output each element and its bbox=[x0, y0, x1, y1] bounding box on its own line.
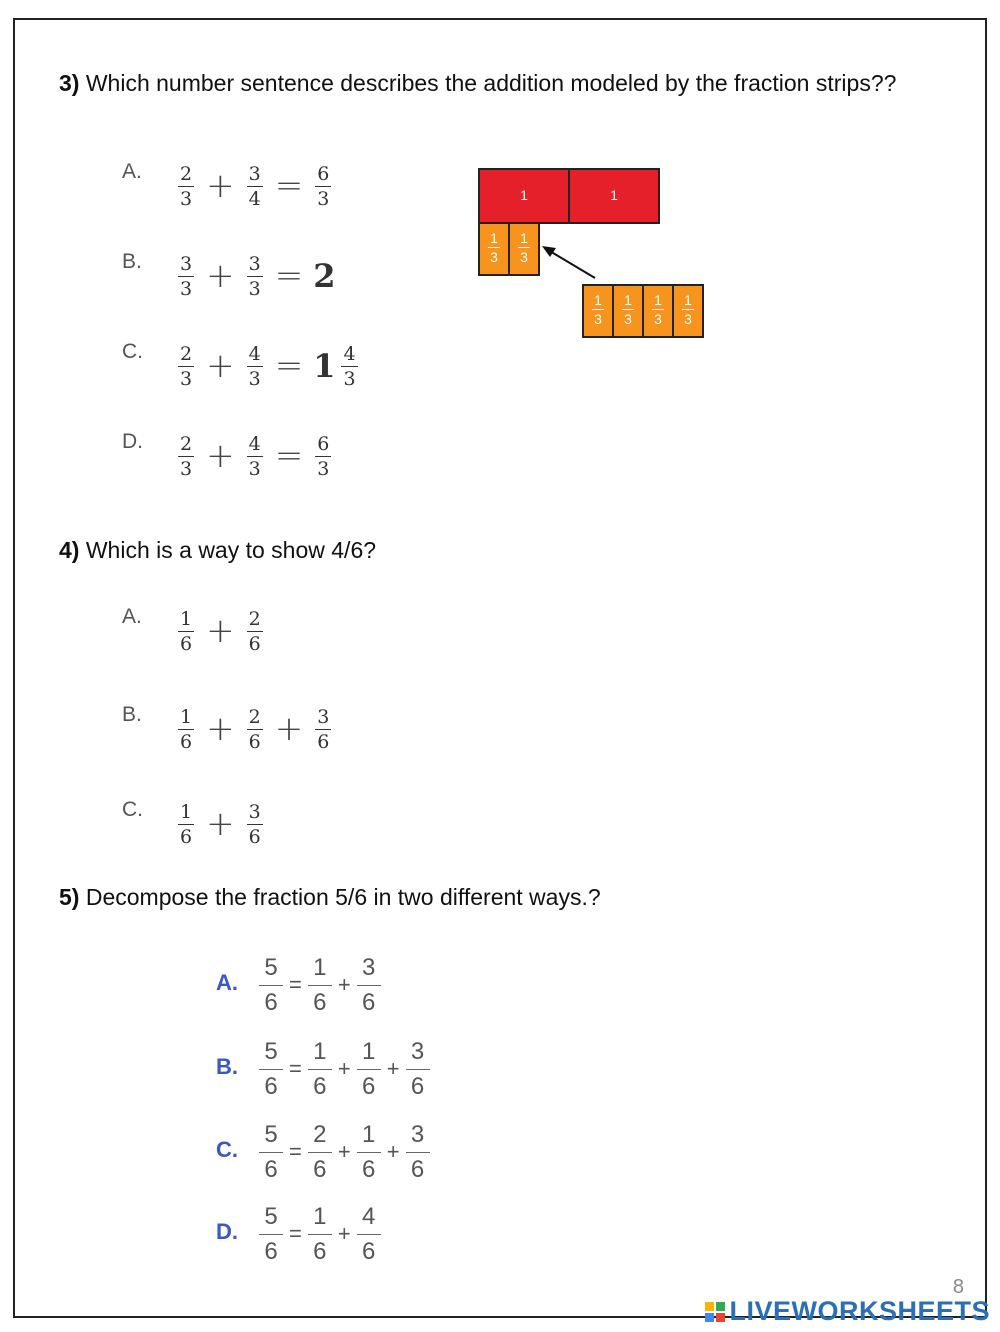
numerator: 1 bbox=[654, 292, 662, 308]
option-letter: D. bbox=[216, 1219, 238, 1244]
question-5 bbox=[59, 882, 601, 913]
numerator: 3 bbox=[248, 162, 261, 185]
plus-sign: + bbox=[337, 1056, 351, 1081]
plus-sign: + bbox=[206, 611, 235, 651]
orange-strip-third bbox=[582, 284, 614, 338]
question-4 bbox=[59, 535, 376, 566]
fraction-bar bbox=[247, 186, 263, 187]
numerator: 3 bbox=[317, 705, 330, 728]
fraction-bar bbox=[518, 247, 530, 248]
fraction-bar bbox=[357, 985, 381, 986]
plus-sign: + bbox=[206, 256, 235, 296]
fraction bbox=[357, 953, 381, 1018]
fraction bbox=[259, 1037, 283, 1102]
denominator: 3 bbox=[594, 311, 602, 327]
fraction-bar bbox=[178, 824, 194, 825]
fraction-bar bbox=[308, 1152, 332, 1153]
denominator: 4 bbox=[248, 187, 261, 210]
fraction-bar bbox=[259, 1069, 283, 1070]
denominator: 6 bbox=[180, 632, 193, 655]
denominator: 3 bbox=[343, 367, 356, 390]
denominator: 6 bbox=[248, 825, 261, 848]
fraction-bar bbox=[247, 824, 263, 825]
denominator: 6 bbox=[313, 1072, 327, 1100]
equals-sign: = bbox=[289, 1139, 302, 1164]
denominator: 3 bbox=[180, 187, 193, 210]
numerator: 2 bbox=[180, 342, 193, 365]
denominator: 6 bbox=[362, 1072, 376, 1100]
numerator: 2 bbox=[180, 432, 193, 455]
numerator: 2 bbox=[180, 162, 193, 185]
arrow-icon bbox=[538, 242, 598, 282]
fraction bbox=[357, 1202, 381, 1267]
fraction-bar bbox=[682, 309, 694, 310]
third-fraction bbox=[674, 286, 702, 327]
fraction bbox=[308, 1120, 332, 1185]
numerator: 3 bbox=[248, 800, 261, 823]
fraction-bar bbox=[178, 276, 194, 277]
numerator: 3 bbox=[180, 252, 193, 275]
option-expression bbox=[174, 605, 267, 657]
question-text: Decompose the fraction 5/6 in two different ways.? bbox=[79, 884, 601, 910]
denominator: 3 bbox=[248, 367, 261, 390]
numerator: 2 bbox=[248, 705, 261, 728]
numerator: 1 bbox=[362, 1037, 376, 1065]
option-expression bbox=[174, 703, 335, 755]
orange-strip-third bbox=[672, 284, 704, 338]
option-letter: B. bbox=[216, 1054, 238, 1079]
question-3 bbox=[59, 68, 939, 99]
equals-sign: = bbox=[289, 1056, 302, 1081]
fraction-bar bbox=[315, 186, 331, 187]
denominator: 6 bbox=[313, 1155, 327, 1183]
brand-name: LIVEWORKSHEETS bbox=[729, 1296, 990, 1326]
fraction bbox=[308, 1037, 332, 1102]
fraction bbox=[341, 343, 357, 390]
numerator: 6 bbox=[317, 162, 330, 185]
denominator: 6 bbox=[362, 1237, 376, 1265]
denominator: 6 bbox=[248, 730, 261, 753]
fraction bbox=[178, 608, 194, 655]
option-letter: B. bbox=[122, 703, 142, 726]
plus-sign: + bbox=[337, 1221, 351, 1246]
question-number: 5) bbox=[59, 884, 80, 910]
equals-sign: = bbox=[274, 436, 304, 476]
fraction bbox=[247, 253, 263, 300]
fraction-bar bbox=[178, 456, 194, 457]
numerator: 5 bbox=[264, 1202, 278, 1230]
plus-sign: + bbox=[206, 804, 235, 844]
fraction-bar bbox=[247, 366, 263, 367]
third-fraction bbox=[584, 286, 612, 327]
red-strip-whole bbox=[478, 168, 570, 224]
denominator: 6 bbox=[313, 1237, 327, 1265]
numerator: 1 bbox=[490, 230, 498, 246]
fraction-bar bbox=[259, 985, 283, 986]
fraction bbox=[259, 1120, 283, 1185]
fraction bbox=[247, 433, 263, 480]
denominator: 6 bbox=[317, 730, 330, 753]
plus-sign: + bbox=[206, 436, 235, 476]
denominator: 3 bbox=[624, 311, 632, 327]
orange-strip-third bbox=[478, 222, 510, 276]
fraction-bar bbox=[406, 1152, 430, 1153]
fraction bbox=[259, 1202, 283, 1267]
fraction bbox=[315, 706, 331, 753]
fraction bbox=[357, 1120, 381, 1185]
plus-sign: + bbox=[206, 709, 235, 749]
denominator: 3 bbox=[248, 457, 261, 480]
option-expression bbox=[256, 1199, 384, 1269]
strip-label: 1 bbox=[610, 187, 618, 203]
numerator: 4 bbox=[343, 342, 356, 365]
denominator: 6 bbox=[313, 988, 327, 1016]
fraction-bar bbox=[652, 309, 664, 310]
denominator: 3 bbox=[520, 249, 528, 265]
option-letter: D. bbox=[122, 430, 143, 453]
fraction bbox=[247, 706, 263, 753]
fraction-bar bbox=[622, 309, 634, 310]
equals-sign: = bbox=[289, 1221, 302, 1246]
fraction bbox=[357, 1037, 381, 1102]
fraction bbox=[178, 163, 194, 210]
denominator: 6 bbox=[264, 988, 278, 1016]
option-letter: C. bbox=[122, 798, 143, 821]
numerator: 2 bbox=[313, 1120, 327, 1148]
fraction-bar bbox=[178, 631, 194, 632]
fraction-bar bbox=[178, 366, 194, 367]
option-letter: A. bbox=[122, 160, 142, 183]
option-expression bbox=[256, 1117, 433, 1187]
fraction-bar bbox=[247, 631, 263, 632]
denominator: 3 bbox=[180, 277, 193, 300]
fraction bbox=[308, 1202, 332, 1267]
fraction-strips bbox=[478, 168, 718, 348]
option-letter: C. bbox=[216, 1137, 238, 1162]
numerator: 3 bbox=[410, 1037, 425, 1065]
denominator: 3 bbox=[180, 457, 193, 480]
fraction-bar bbox=[315, 456, 331, 457]
whole-number: 2 bbox=[313, 257, 336, 295]
fraction bbox=[247, 343, 263, 390]
denominator: 6 bbox=[264, 1072, 278, 1100]
option-expression bbox=[174, 340, 362, 392]
numerator: 4 bbox=[362, 1202, 376, 1230]
denominator: 3 bbox=[317, 187, 330, 210]
numerator: 5 bbox=[264, 953, 278, 981]
numerator: 1 bbox=[362, 1120, 376, 1148]
numerator: 2 bbox=[248, 607, 261, 630]
equals-sign: = bbox=[289, 972, 302, 997]
fraction bbox=[247, 163, 263, 210]
fraction-bar bbox=[488, 247, 500, 248]
option-letter: A. bbox=[122, 605, 142, 628]
fraction bbox=[178, 801, 194, 848]
numerator: 5 bbox=[264, 1120, 278, 1148]
third-fraction bbox=[480, 224, 508, 265]
fraction-bar bbox=[259, 1152, 283, 1153]
orange-strip-third bbox=[642, 284, 674, 338]
option-expression bbox=[256, 1034, 433, 1104]
question-number: 3) bbox=[59, 70, 80, 96]
red-strip-whole bbox=[568, 168, 660, 224]
fraction-bar bbox=[259, 1234, 283, 1235]
fraction-bar bbox=[357, 1069, 381, 1070]
plus-sign: + bbox=[274, 709, 304, 749]
option-expression bbox=[256, 950, 384, 1020]
plus-sign: + bbox=[337, 972, 351, 997]
denominator: 6 bbox=[362, 988, 376, 1016]
fraction bbox=[406, 1120, 430, 1185]
orange-strip-third bbox=[508, 222, 540, 276]
fraction-bar bbox=[178, 729, 194, 730]
option-letter: C. bbox=[122, 340, 143, 363]
option-expression bbox=[174, 250, 337, 302]
numerator: 4 bbox=[248, 432, 261, 455]
whole-number: 1 bbox=[313, 347, 336, 385]
numerator: 1 bbox=[624, 292, 632, 308]
fraction-bar bbox=[357, 1234, 381, 1235]
numerator: 1 bbox=[520, 230, 528, 246]
numerator: 1 bbox=[313, 1037, 327, 1065]
plus-sign: + bbox=[386, 1056, 400, 1081]
fraction bbox=[259, 953, 283, 1018]
plus-sign: + bbox=[386, 1139, 400, 1164]
plus-sign: + bbox=[206, 346, 235, 386]
equals-sign: = bbox=[274, 256, 304, 296]
numerator: 1 bbox=[180, 607, 193, 630]
question-text: Which is a way to show 4/6? bbox=[79, 537, 377, 563]
denominator: 3 bbox=[180, 367, 193, 390]
fraction-bar bbox=[357, 1152, 381, 1153]
denominator: 6 bbox=[180, 825, 193, 848]
fraction-bar bbox=[308, 1234, 332, 1235]
numerator: 3 bbox=[362, 953, 376, 981]
fraction bbox=[247, 608, 263, 655]
fraction bbox=[406, 1037, 430, 1102]
denominator: 3 bbox=[490, 249, 498, 265]
liveworksheets-logo bbox=[705, 1296, 990, 1327]
fraction-bar bbox=[247, 276, 263, 277]
numerator: 6 bbox=[317, 432, 330, 455]
fraction bbox=[178, 706, 194, 753]
logo-icon bbox=[705, 1302, 725, 1322]
denominator: 3 bbox=[654, 311, 662, 327]
denominator: 3 bbox=[248, 277, 261, 300]
equals-sign: = bbox=[274, 166, 304, 206]
fraction-bar bbox=[341, 366, 357, 367]
fraction bbox=[315, 163, 331, 210]
orange-strip-third bbox=[612, 284, 644, 338]
question-text: Which number sentence describes the addition modeled by the fraction strips?? bbox=[79, 70, 897, 96]
fraction-bar bbox=[308, 985, 332, 986]
option-letter: A. bbox=[216, 970, 238, 995]
page-number: 8 bbox=[952, 1276, 964, 1298]
plus-sign: + bbox=[337, 1139, 351, 1164]
numerator: 3 bbox=[410, 1120, 425, 1148]
numerator: 4 bbox=[248, 342, 261, 365]
fraction bbox=[178, 433, 194, 480]
plus-sign: + bbox=[206, 166, 235, 206]
option-letter: B. bbox=[122, 250, 142, 273]
denominator: 6 bbox=[264, 1155, 278, 1183]
option-expression bbox=[174, 798, 267, 850]
denominator: 3 bbox=[684, 311, 692, 327]
fraction bbox=[247, 801, 263, 848]
denominator: 6 bbox=[264, 1237, 278, 1265]
fraction-bar bbox=[592, 309, 604, 310]
fraction-bar bbox=[178, 186, 194, 187]
equals-sign: = bbox=[274, 346, 304, 386]
denominator: 3 bbox=[317, 457, 330, 480]
denominator: 6 bbox=[410, 1155, 425, 1183]
numerator: 1 bbox=[594, 292, 602, 308]
fraction-bar bbox=[315, 729, 331, 730]
fraction-bar bbox=[247, 456, 263, 457]
fraction-bar bbox=[247, 729, 263, 730]
denominator: 6 bbox=[248, 632, 261, 655]
denominator: 6 bbox=[410, 1072, 425, 1100]
fraction bbox=[178, 343, 194, 390]
numerator: 1 bbox=[684, 292, 692, 308]
third-fraction bbox=[644, 286, 672, 327]
third-fraction bbox=[510, 224, 538, 265]
denominator: 6 bbox=[362, 1155, 376, 1183]
option-expression bbox=[174, 160, 335, 212]
numerator: 1 bbox=[180, 800, 193, 823]
third-fraction bbox=[614, 286, 642, 327]
numerator: 1 bbox=[313, 953, 327, 981]
fraction-bar bbox=[406, 1069, 430, 1070]
strip-label: 1 bbox=[520, 187, 528, 203]
option-expression bbox=[174, 430, 335, 482]
fraction-bar bbox=[308, 1069, 332, 1070]
fraction bbox=[178, 253, 194, 300]
fraction bbox=[315, 433, 331, 480]
denominator: 6 bbox=[180, 730, 193, 753]
fraction bbox=[308, 953, 332, 1018]
numerator: 3 bbox=[248, 252, 261, 275]
numerator: 1 bbox=[313, 1202, 327, 1230]
numerator: 1 bbox=[180, 705, 193, 728]
numerator: 5 bbox=[264, 1037, 278, 1065]
question-number: 4) bbox=[59, 537, 80, 563]
